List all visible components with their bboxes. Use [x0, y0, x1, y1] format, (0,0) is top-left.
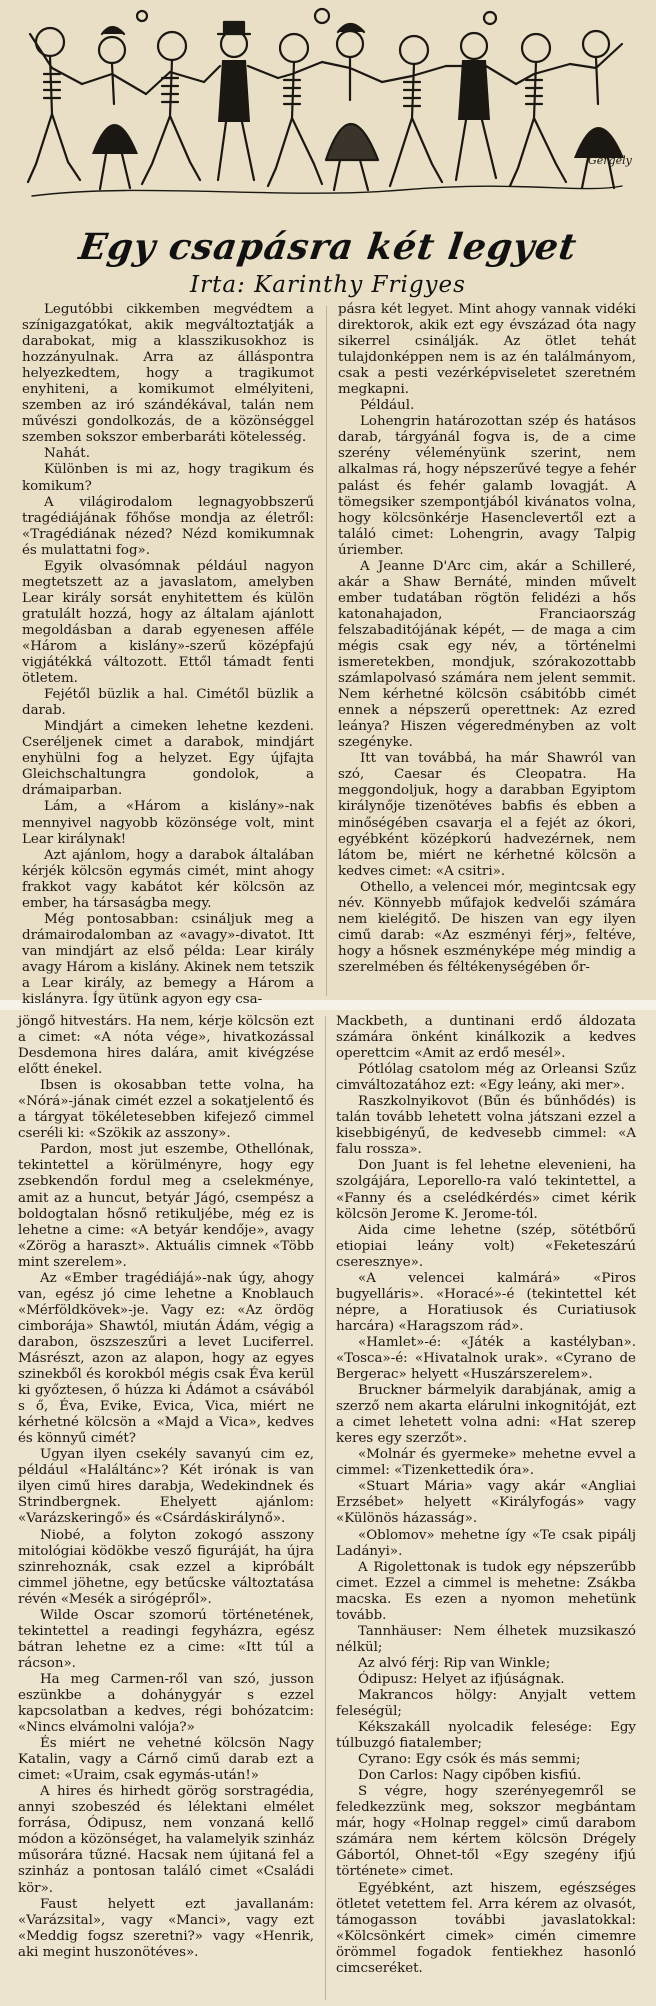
paragraph: Wilde Oscar szomorú történetének, tekintettel a readingi fegyházra, egész bátran lehetne ez a cime: «Itt túl a rácson».	[18, 1607, 314, 1671]
paragraph: Például.	[360, 398, 415, 414]
paragraph: Don Juant is fel lehetne elevenieni, ha szolgájára, Leporello-ra való tekintettel, a «Fanny és a cselédkérdés» cimet kérik kölcsön Jerome K. Jerome-tól.	[336, 1158, 636, 1222]
paragraph: Ugyan ilyen csekély savanyú cim ez, például «Haláltánc»? Két irónak is van ilyen cimű hires darabja, Wedekindnek és Strindbergnek. Ehelyett ajánlom: «Varázskeringő» és «Csárdáskirálynő».	[18, 1447, 314, 1527]
paragraph: Lám, a «Három a kislány»-nak mennyivel nagyobb közönsége volt, mint Lear királynak!	[22, 799, 314, 847]
paragraph: Makrancos hölgy: Anyjalt vettem feleségül;	[336, 1687, 636, 1720]
illustration-signature: Gergely	[588, 154, 632, 167]
paragraph: Legutóbbi cikkemben megvédtem a színigazgatókat, akik megváltoztatják a darabokat, mig a klasszikusokhoz is hozzányulnak. Arra az álláspontra helyezkedtem, hogy a tragikumot enyhiteni, a komikumot elmélyiteni, szemben az iró szándékával, talán nem művészi gondolkozás, de a közönséggel szemben sokszor emberbaráti kötelesség.	[22, 302, 314, 446]
paragraph: Don Carlos: Nagy cipőben kisfiú.	[358, 1768, 582, 1784]
paragraph: Még pontosabban: csináljuk meg a drámairodalomban az «avagy»-divatot. Itt van mindjárt az első példa: Lear király avagy Három a kislány. Akinek nem tetszik a Lear király, az bemegy a Három a kislányra. Így ütünk agyon egy csa-	[22, 911, 314, 1008]
paragraph: Az «Ember tragédiájá»-nak úgy, ahogy van, egész jó cime lehetne a Knoblauch «Mérföldkövek»-je. Vagy ez: «Az ördög cimborája» Shawtól, miután Ádám, végig a darabon, öszszeszűri a levet Luciferrel. Másrészt, azon az alapon, hogy az egyes szinekből és korokból mégis csak Éva kerül ki győztesen, ő húzza ki Ádámot a csávából s ő, Éva, Evike, Evica, Vica, miért ne kérhetné kölcsön a «Majd a Vica», kedves és könnyű cimét?	[18, 1270, 314, 1447]
paragraph: Mindjárt a cimeken lehetne kezdeni. Cseréljenek cimet a darabok, mindjárt enyhülni fog a helyzet. Egy újfajta Gleichschaltungra gondolok, a drámaiparban.	[22, 719, 314, 799]
paragraph: A világirodalom legnagyobbszerű tragédiájának főhőse mondja az életről: «Tragédiának nézed? Nézd komikumnak és mulattatni fog».	[22, 494, 314, 558]
article-title: Egy csapásra két legyet	[76, 226, 580, 268]
paragraph: Kékszakáll nyolcadik felesége: Egy túlbuzgó fiatalember;	[336, 1720, 636, 1752]
paragraph: «Stuart Mária» vagy akár «Angliai Erzsébet» helyett «Királyfogás» vagy «Különös házasság».	[336, 1479, 636, 1527]
paragraph: Faust helyett ezt javallanám: «Varázsital», vagy «Manci», vagy ezt «Meddig fogsz szeretni?» vagy «Henrik, aki megint huszonötéves».	[18, 1896, 314, 1960]
paragraph: Bruckner bármelyik darabjának, amig a szerző nem akarta elárulni inkognitóját, ezt a cimet lehetett volna adni: «Hat szerep keres egy szerzőt».	[336, 1383, 636, 1447]
paragraph: Lohengrin határozottan szép és hatásos darab, tárgyánál fogva is, de a cime szerény véleményünk szerint, nem alkalmas rá, hogy népszerűvé tegye a fehér palást és fehér galamb lovagját. A tömegsiker szempontjából kivánatos volna, hogy kölcsönkérje Hasenclevertől ezt a találó cimet: Lohengrin, avagy Talpig úriember.	[338, 414, 636, 558]
paragraph: És miért ne vehetné kölcsön Nagy Katalin, vagy a Cárnő cimű darab ezt a cimet: «Uraim, csak egymás-után!»	[18, 1736, 314, 1784]
paragraph: Az alvó férj: Rip van Winkle;	[358, 1655, 551, 1671]
paragraph: A Rigolettonak is tudok egy népszerűbb cimet. Ezzel a cimmel is mehetne: Zsákba macska. Es ezen a nyomon mehetünk tovább.	[336, 1559, 636, 1623]
paragraph: «Hamlet»-é: «Játék a kastélyban». «Tosca»-é: «Hivatalnok urak». «Cyrano de Bergerac» helyett «Huszárszerelem».	[336, 1334, 636, 1383]
paragraph: Ódipusz: Helyet az ifjúságnak.	[358, 1671, 565, 1687]
paragraph: Egyik olvasómnak például nagyon megtetszett az a javaslatom, amelyben Lear király sorsát enyhitettem és külön gratulált hozzá, hogy az általam ajánlott megoldásban a darab egyenesen afféle «Három a kislány»-szerű középfajú vigjátékká változott. Ettől támadt fenti ötletem.	[22, 558, 314, 687]
article-byline: Irta: Karinthy Frigyes	[190, 272, 466, 298]
paragraph: Egyébként, azt hiszem, egészséges ötletet vetettem fel. Arra kérem az olvasót, támogasson további javaslatokkal: «Kölcsönkért cimek» cimén cimemre örömmel fogadok fentiekhez hasonló cimcseréket.	[336, 1880, 636, 1976]
paragraph: Ibsen is okosabban tette volna, ha «Nórá»-jának cimét ezzel a sokatjelentő és a tárgyat tökéletesebben kifejező cimmel cseréli ki: «Szökik az asszony».	[18, 1078, 314, 1142]
paragraph: Ha meg Carmen-ről van szó, jusson eszünkbe a dohánygyár s ezzel kapcsolatban a kedves, régi bohózatcim: «Nincs elvámolni valója?»	[18, 1671, 314, 1736]
paragraph: Raszkolnyikovot (Bűn és bűnhődés) is talán tovább lehetett volna játszani ezzel a kisebbigényű, de kedvesebb cimmel: «A falu rossza».	[336, 1094, 636, 1158]
paragraph: Niobé, a folyton zokogó asszony mitológiai ködökbe vesző figuráját, ha újra szinrehoznák, csak ezzel a kipróbált cimmel jöhetne, egy betűcske változtatása révén «Mesék a sirógépről».	[18, 1527, 314, 1607]
paragraph: Különben is mi az, hogy tragikum és komikum?	[22, 462, 314, 494]
paragraph: Pardon, most jut eszembe, Othellónak, tekintettel a körülményre, hogy egy zsebkendőn fordul meg a cselekménye, amit az a huncut, betyár Jágó, csempész a boldogtalan hősnő retikuljébe, még ez is lehetne a cime: «A betyár kendője», avagy «Zörög a haraszt». Aktuális cimnek «Több mint szerelem».	[18, 1142, 314, 1270]
paragraph: A hires és hirhedt görög sorstragédia, annyi szobeszéd és lélektani elmélet forrása, Ódipusz, nem vonzaná kellő módon a közönséget, ha valamelyik szinház műsorára tűzné. Hacsak nem újitaná fel a szinház a pontosan találó cimet «Családi kör».	[18, 1784, 314, 1896]
paragraph: jöngő hitvestárs. Ha nem, kérje kölcsön ezt a cimet: «A nóta vége», hivatkozással Desdemona hires dalára, amit kivégzése előtt énekel.	[18, 1014, 314, 1078]
paragraph: «A velencei kalmárá» «Piros bugyelláris». «Horacé»-é (tekintettel két népre, a Horatiusok és Curiatiusok harcára) «Haragszom rád».	[336, 1270, 636, 1334]
article-column-1	[22, 302, 314, 1008]
paragraph: «Oblomov» mehetne így «Te csak pipálj Ladányi».	[336, 1527, 636, 1559]
paragraph: Azt ajánlom, hogy a darabok általában kérjék kölcsön egymás cimét, mint ahogy frakkot vagy kabátot kér kölcsön az ember, ha társaságba megy.	[22, 847, 314, 911]
paragraph: pásra két legyet. Mint ahogy vannak vidéki direktorok, akik ezt egy évszázad óta nagy sikerrel csinálják. Az ötlet tehát tulajdonképpen nem is az én találmányom, csak a pesti vezérképviseletet szeretném megkapni.	[338, 302, 636, 398]
paragraph: «Molnár és gyermeke» mehetne evvel a cimmel: «Tizenkettedik óra».	[336, 1447, 636, 1479]
paragraph: A Jeanne D'Arc cim, akár a Schilleré, akár a Shaw Bernáté, minden művelt ember tudatában rögtön felidézi a hős katonahajadon, Franciaország felszabaditójának képét, — de maga a cim mégis csak egy név, a történelmi ismeretekben, mondjuk, szórakozottabb számlapolvasó számára nem jelent semmit. Nem kérhetné kölcsön csábitóbb cimét ennek a népszerű operettnek: Az ezred leánya? Hiszen végeredményben az volt szegényke.	[338, 558, 636, 751]
article-column-2	[338, 302, 636, 976]
article-column-3	[18, 1014, 314, 1961]
paragraph: Nahát.	[44, 446, 90, 462]
paragraph: Cyrano: Egy csók és más semmi;	[358, 1752, 581, 1768]
paragraph: Othello, a velencei mór, megintcsak egy név. Könnyebb műfajok kedvelői számára nem kielégitő. De hiszen van egy ilyen cimű darab: «Az eszményi férj», feltéve, hogy a hősnek eszményképe még mindig a szerelmében és féltékenységében őr-	[338, 879, 636, 975]
paragraph: Pótlólag csatolom még az Orleansi Szűz cimváltozatához ezt: «Egy leány, aki mer».	[336, 1062, 636, 1094]
paragraph: Mackbeth, a duntinani erdő áldozata számára önként kinálkozik a kedves operettcim «Amit az erdő mesél».	[336, 1014, 636, 1062]
column-rule-bottom	[325, 1016, 326, 2000]
paragraph: Tannhäuser: Nem élhetek muzsikaszó nélkül;	[336, 1623, 636, 1655]
dancing-skeletons-icon	[22, 4, 632, 204]
paragraph: Fejétől büzlik a hal. Cimétől büzlik a darab.	[22, 687, 314, 719]
column-rule-top	[326, 306, 327, 996]
article-column-4	[336, 1014, 636, 1977]
paragraph: S végre, hogy szerényegemről se feledkezzünk meg, sokszor megbántam már, hogy «Holnap reggel» cimű darabom számára nem kértem kölcsön Drégely Gábortól, Ohnet-től «Egy szegény ifjú története» cimet.	[336, 1784, 636, 1880]
paragraph: Aida cime lehetne (szép, sötétbőrű etiopiai leány volt) «Feketeszárú cseresznye».	[336, 1222, 636, 1270]
paragraph: Itt van továbbá, ha már Shawról van szó, Caesar és Cleopatra. Ha meggondoljuk, hogy a darabban Egyiptom királynője tizenötéves babfis és ebben a minőségében csavarja el a fejét az ókori, egyébként középkorú hadvezérnek, nem látom be, miért ne kérhetné kölcsön a kedves cimet: «A csitri».	[338, 751, 636, 879]
